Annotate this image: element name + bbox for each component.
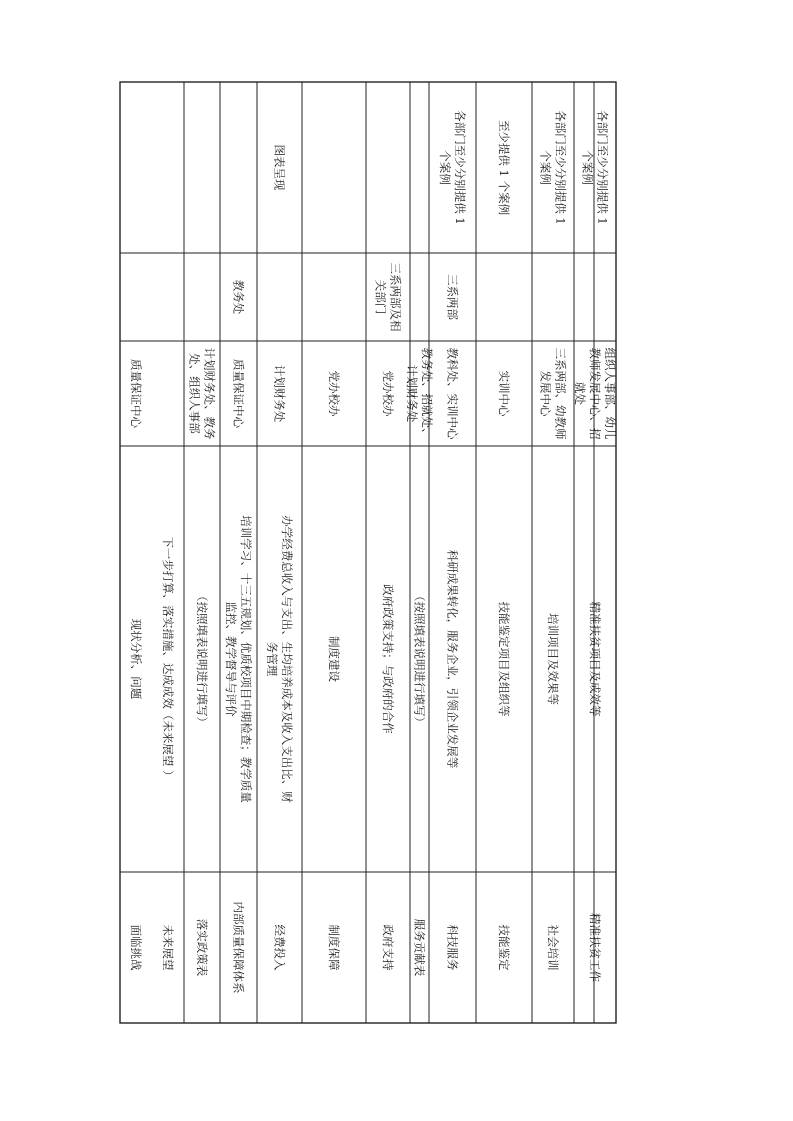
cell-lead: 党办校办: [381, 370, 395, 417]
cell-item: 制度保障: [327, 924, 341, 971]
cell-item: 面临挑战: [129, 924, 143, 971]
cell-note: 图表呈现: [272, 144, 287, 191]
cell-item: 精准扶贫工作: [588, 913, 602, 982]
cell-lead: 质量保证中心: [231, 359, 246, 428]
cell-content: （按照填表说明进行填写）: [412, 590, 427, 728]
cell-content: 政府政策支持；与政府的合作: [381, 584, 395, 734]
cell-lead: 计划财务处: [272, 364, 287, 423]
cell-item: 技能鉴定: [497, 924, 511, 971]
cell-note: 至少提供 1 个案例: [497, 119, 511, 216]
cell-lead: 教科处、实训中心: [445, 347, 460, 440]
cell-content: 办学经费总收入与支出、生均培养成本及收入支出比、财务管理: [265, 515, 294, 803]
cell-content: 科研成果转化，服务企业，引领企业发展等: [445, 549, 460, 769]
cell-content: 精准扶贫项目及成效等: [588, 601, 602, 717]
cell-lead: 质量保证中心: [129, 359, 143, 428]
cell-assist: 三系两部及相关部门: [373, 262, 403, 332]
cell-item: 经费投入: [272, 924, 287, 971]
cell-lead: 实训中心: [497, 370, 511, 417]
cell-item: 未来展望: [161, 924, 175, 971]
cell-item: 内部质量保障体系: [231, 901, 246, 994]
cell-content: 下一步打算、落实措施、达成成效（未来展望 ）: [161, 536, 175, 782]
cell-item: 社会培训: [546, 924, 560, 971]
cell-content: 现状分析、问题: [129, 618, 143, 700]
cell-lead: 党办校办: [327, 370, 341, 417]
cell-item: 科技服务: [445, 924, 460, 971]
cell-content: （按照填表说明进行填写）: [195, 590, 209, 728]
cell-content: 培训学习、十三五规划、优质校项目中期检查；教学质量监控、教学督导与评价: [224, 515, 253, 803]
cell-content: 技能鉴定项目及组织等: [497, 601, 511, 717]
cell-content: 培训项目及效果等: [546, 613, 560, 705]
cell-item: 政府支持: [381, 924, 395, 971]
cell-assist: 三系两部: [445, 274, 460, 320]
cell-note: 各部门至少分别提供 1个案例: [438, 110, 467, 225]
cell-assist: 教务处: [231, 279, 246, 315]
cell-lead: 教务处、招就处、计划财务处: [405, 347, 434, 440]
cell-lead: 计划财务处、教务处、组织人事部: [187, 347, 217, 440]
cell-item: 服务贡献表: [412, 918, 427, 977]
cell-item: 落实政策表: [195, 918, 209, 977]
cell-content: 制度建设: [327, 636, 341, 682]
cell-note: 各部门至少分别提供 1个案例: [580, 110, 610, 225]
cell-lead: 三系两部、幼教师发展中心: [538, 347, 568, 440]
cell-note: 各部门至少分别提供 1个案例: [538, 110, 568, 225]
cell-lead: 组织人事部、幼儿教师发展中心、招就处: [573, 347, 617, 440]
